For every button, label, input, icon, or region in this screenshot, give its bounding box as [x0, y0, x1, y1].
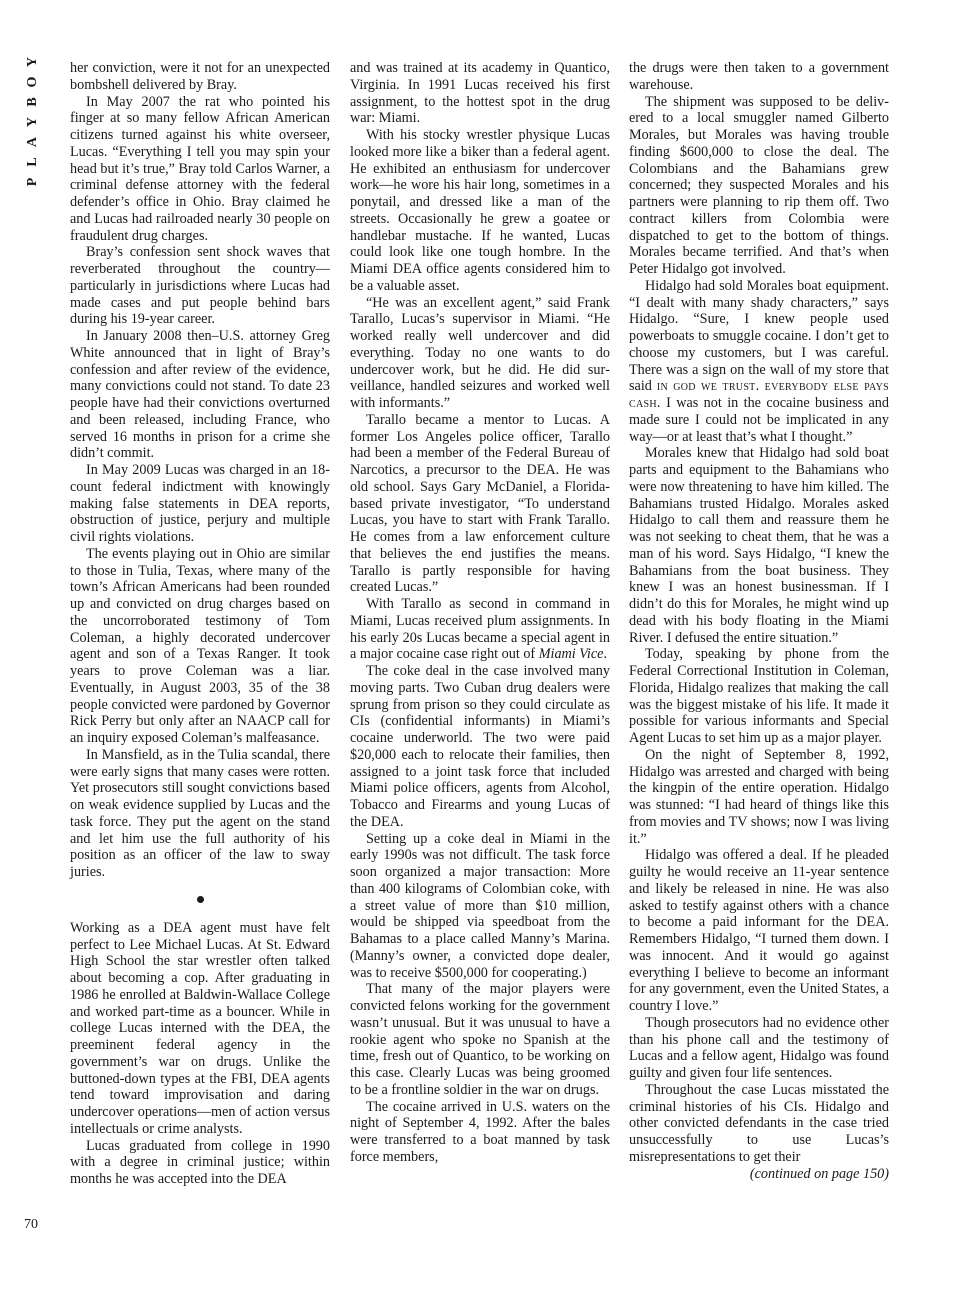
paragraph: Bray’s confession sent shock waves that reverberated throughout the country—particularly in jurisdictions where Lucas had made cases and put people behind bars during his 19-year career. [70, 244, 330, 328]
paragraph: Today, speaking by phone from the Federal Correctional Institution in Coleman, Florida, Hidalgo realizes that making the call was the biggest mistake of his life. It made it possible for various informants and Special Agent Lucas to set him up as a major player. [629, 646, 889, 746]
paragraph: The coke deal in the case involved many moving parts. Two Cuban drug dealers were sprung from prison so they could circulate as CIs (confidential informants) in Miami’s cocaine underworld. The two were paid $20,000 each to relocate their families, then assigned to a joint task force that included Miami police officers, agents from Alcohol, Tobacco and Firearms and young Lucas of the DEA. [350, 663, 610, 830]
paragraph: On the night of September 8, 1992, Hidalgo was arrested and charged with being the kingpin of the entire operation. Hidalgo was stunned: “I had heard of things like this from movies and TV shows; now I was living it.” [629, 746, 889, 847]
paragraph: The events playing out in Ohio are similar to those in Tulia, Texas, where many of the town’s African Americans had been rounded up and convicted on drug charges based on the uncorroborated testimony of Tom Coleman, a highly decorated undercover agent and son of a Texas Ranger. It took years to prove Coleman was a liar. Eventually, in August 2003, 35 of the 38 people convicted were pardoned by Governor Rick Perry but only after an NAACP call for an inquiry exposed Coleman’s malfeasance. [70, 545, 330, 746]
paragraph: The shipment was supposed to be delivered to a local smuggler named Gilberto Morales, but Morales was having trouble finding $600,000 to close the deal. The Colombians and the Bahamians grew concerned; they suspected Morales and his partners were planning to rip them off. Two contract killers from Colombia were dispatched to get to the bottom of things. Morales became terrified. And that’s when Peter Hidalgo got involved. [629, 93, 889, 277]
paragraph: Hidalgo was offered a deal. If he pleaded guilty he would receive an 11-year sentence and likely be released in nine. He was also asked to testify against others with a chance to become a paid informant for the DEA. Remembers Hidalgo, “I turned them down. I was innocent. And it would go against everything I believe to become an informant for any government, even the United States, a country I love.” [629, 847, 889, 1014]
paragraph: In Mansfield, as in the Tulia scandal, there were early signs that many cases were rotten. Yet prosecutors still sought convictions based on weak evidence supplied by Lucas and the task force. They put the agent on the stand and let him use the full authority of his position as an officer of the law to sway juries. [70, 746, 330, 880]
paragraph: Morales knew that Hidalgo had sold boat parts and equipment to the Bahamians who were now threatening to have him killed. The Bahamians trusted Hidalgo. Morales asked Hidalgo to call them and reassure them he was not seeking to cheat them, that he was a man of his word. Says Hidalgo, “I knew the Bahamians from the boat business. They knew I was an honest businessman. If I didn’t do this for Morales, he might wind up dead with his body floating in the Miami River. I defused the entire situation.” [629, 445, 889, 646]
running-head: Y O B Y A L P [25, 56, 40, 187]
paragraph: In May 2007 the rat who pointed his finger at so many fellow African American citizens turned against his white overseer, Lucas. “Everything I tell you may spin your head but it’s true,” Bray told Carlos Warner, a criminal defense attorney with the federal defender’s office in Ohio. Bray claimed he and Lucas had railroaded nearly 30 people on fraudulent drug charges. [70, 93, 330, 244]
paragraph: With his stocky wrestler physique Lucas looked more like a biker than a federal agent. He exhibited an enthusiasm for undercover work—he wore his hair long, sometimes in a ponytail, and dressed like a man of the streets. Occasionally he grew a goatee or handlebar mustache. If he wanted, Lucas could look like one tough hombre. In the Miami DEA office agents considered him to be a valuable asset. [350, 127, 610, 294]
paragraph: Working as a DEA agent must have felt perfect to Lee Michael Lucas. At St. Edward High School the star wrestler often talked about becoming a cop. After graduating in 1986 he enrolled at Baldwin-Wallace College and worked part-time as a bouncer. While in college Lucas interned with the DEA, the preeminent federal agency in the government’s war on drugs. Unlike the buttoned-down types at the FBI, DEA agents tend toward improvisation and daring undercover operations—men of action versus intellectuals or crime analysts. [70, 919, 330, 1137]
paragraph: The cocaine arrived in U.S. waters on the night of September 4, 1992. After the bales were transferred to a boat manned by task force members, [350, 1098, 610, 1165]
paragraph: Tarallo became a mentor to Lucas. A former Los Angeles police officer, Tarallo had been a member of the Federal Bureau of Narcotics, a precursor to the DEA. He was old school. Says Gary McDaniel, a Florida-based private investigator, “To understand Lucas, you have to start with Frank Tarallo. He comes from a law enforcement culture that believes the end justifies the means. Tarallo is partly responsible for having created Lucas.” [350, 411, 610, 596]
paragraph: Setting up a coke deal in Miami in the early 1990s was not difficult. The task force soon organized a major transaction: More than 400 kilograms of Colombian coke, with a street value of more than $10 million, would be shipped via speedboat from the Bahamas to a place called Manny’s Marina. (Manny’s owner, a convicted dope dealer, was to receive $500,000 for cooperating.) [350, 830, 610, 981]
paragraph: Though prosecutors had no evidence other than his phone call and the testimony of Lucas and a fellow agent, Hidalgo was found guilty and given four life sentences. [629, 1014, 889, 1081]
article-column-1 [70, 60, 330, 1188]
article-column-3 [629, 60, 889, 1182]
page-number: 70 [24, 1217, 38, 1232]
paragraph: Lucas graduated from college in 1990 with a degree in criminal justice; within months he was accepted into the DEA [70, 1137, 330, 1187]
paragraph: In January 2008 then–U.S. attorney Greg White announced that in light of Bray’s confession and after review of the evidence, many convictions could not stand. To date 23 people have had their convictions overturned and been released, including France, who served 16 months in prison for a crime she didn’t commit. [70, 328, 330, 462]
paragraph: the drugs were then taken to a government warehouse. [629, 60, 889, 93]
paragraph: With Tarallo as second in command in Miami, Lucas received plum assignments. In his early 20s Lucas became a special agent in a major cocaine case right out of Miami Vice. [350, 596, 610, 663]
paragraph: Throughout the case Lucas misstated the criminal histories of his CIs. Hidalgo and other convicted defendants in the case tried unsuccessfully to use Lucas’s misrepresentations to get their [629, 1081, 889, 1165]
paragraph: “He was an excellent agent,” said Frank Tarallo, Lucas’s supervisor in Miami. “He worked really well undercover and did everything. Today no one wants to do undercover work, but he did. He did surveillance, handled seizures and worked well with informants.” [350, 294, 610, 411]
paragraph: In May 2009 Lucas was charged in an 18-count federal indictment with knowingly making false statements in DEA reports, obstruction of justice, perjury and multiple civil rights violations. [70, 462, 330, 545]
paragraph: That many of the major players were convicted felons working for the government wasn’t unusual. But it was unusual to have a rookie agent who spoke no Spanish at the time, fresh out of Quantico, to be working on this case. Clearly Lucas was being groomed to be a frontline soldier in the war on drugs. [350, 981, 610, 1098]
continued-note: (continued on page 150) [749, 1165, 889, 1182]
article-column-2 [350, 60, 610, 1166]
section-break-bullet [70, 892, 330, 908]
paragraph: Hidalgo had sold Morales boat equipment. “I dealt with many shady characters,” says Hidalgo. “Sure, I knew people used powerboats to smuggle cocaine. I don’t get to choose my customers, but I was careful. There was a sign on the wall of my store that said in god we trust. everybody else pays cash. I was not in the cocaine business and made sure I could not be implicated in any way—or at least that’s what I thought.” [629, 277, 890, 445]
paragraph: and was trained at its academy in Quantico, Virginia. In 1991 Lucas received his first assignment, to the hottest spot in the drug war: Miami. [350, 60, 610, 127]
paragraph: her conviction, were it not for an unexpected bombshell delivered by Bray. [70, 60, 330, 93]
